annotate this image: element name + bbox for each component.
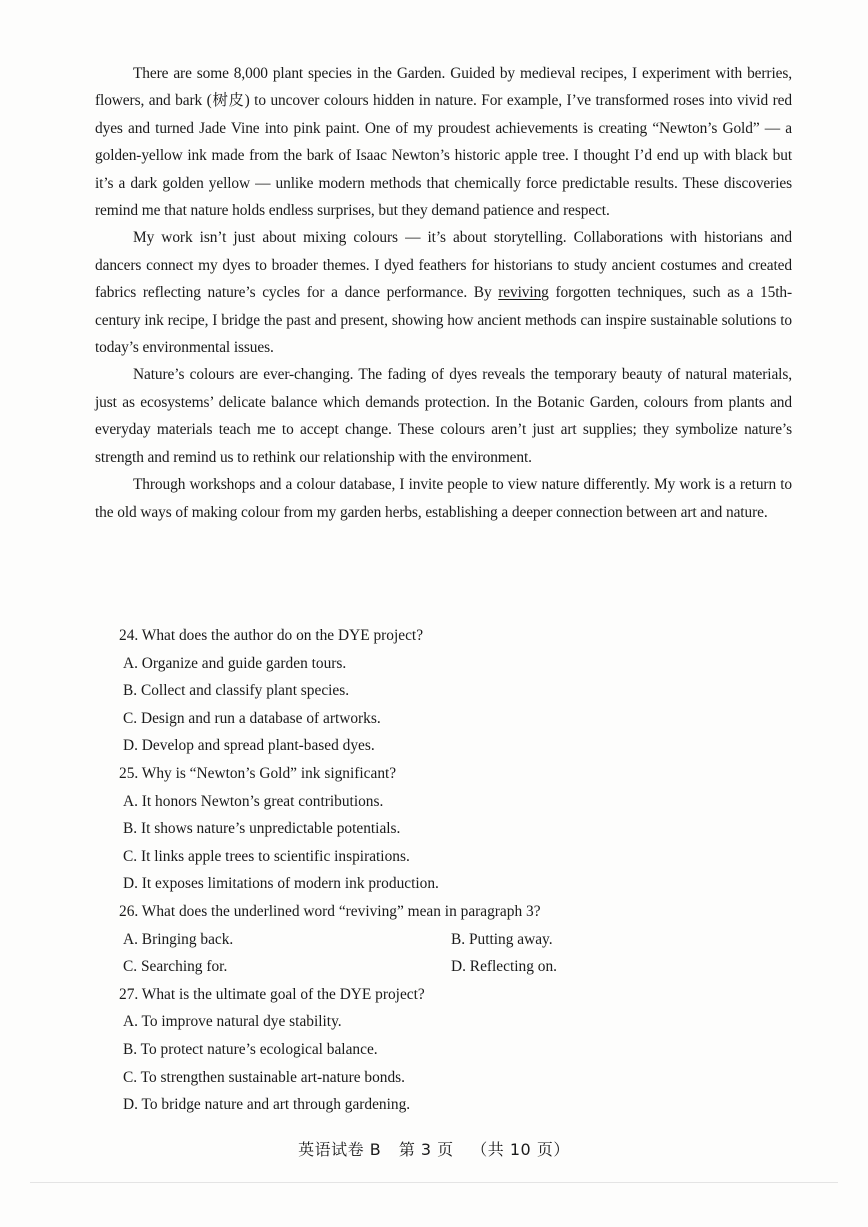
option-c: C. To strengthen sustainable art-nature bonds.: [123, 1068, 406, 1086]
option-b: B. To protect nature’s ecological balance.: [123, 1040, 378, 1058]
option-list: [119, 926, 799, 981]
option-a: A. It honors Newton’s great contributions.: [123, 792, 384, 810]
question-26: [119, 898, 799, 981]
question-25: [119, 760, 799, 898]
paper-title: 英语试卷 B: [298, 1140, 382, 1159]
option-c: C. It links apple trees to scientific inspirations.: [123, 847, 410, 865]
option-b: B. It shows nature’s unpredictable potentials.: [123, 820, 401, 838]
option-d: D. Reflecting on.: [451, 958, 557, 976]
option-c: C. Design and run a database of artworks.: [123, 709, 381, 727]
option-b: B. Collect and classify plant species.: [123, 682, 350, 700]
question-24: [119, 622, 799, 760]
option-d: D. It exposes limitations of modern ink production.: [123, 875, 439, 893]
paragraph-2-text-before: My work isn’t just about mixing colours — it’s about storytelling. Collaborations with historians and dancers connect my dyes to broader themes. I dyed feathers for historians to study ancient costumes and created fabrics reflecting nature’s cycles for a dance performance. By: [95, 229, 792, 302]
option-b: B. Putting away.: [451, 930, 553, 948]
bottom-divider: [30, 1182, 838, 1183]
passage-paragraph-2: [95, 224, 792, 361]
option-d: D. To bridge nature and art through gardening.: [123, 1096, 411, 1114]
page-number: 第 3 页: [398, 1140, 454, 1159]
reading-passage: [95, 60, 792, 526]
option-row: [123, 953, 799, 981]
option-d: D. Develop and spread plant-based dyes.: [123, 737, 375, 755]
option-c: C. Searching for.: [123, 958, 228, 976]
total-pages: （共 10 页）: [471, 1140, 570, 1159]
passage-paragraph-4: Through workshops and a colour database, I invite people to view nature differently. My work is a return to the old ways of making colour from my garden herbs, establishing a deeper connection between art and nature.: [95, 476, 792, 521]
option-list: [119, 1008, 799, 1118]
question-27: [119, 981, 799, 1119]
question-stem: 27. What is the ultimate goal of the DYE project?: [119, 985, 425, 1003]
underlined-word-reviving: reviving: [498, 284, 549, 302]
option-row: [123, 926, 799, 954]
question-stem: 26. What does the underlined word “reviving” mean in paragraph 3?: [119, 902, 541, 920]
option-list: [119, 788, 799, 898]
question-stem: 24. What does the author do on the DYE project?: [119, 627, 424, 644]
page-footer: [0, 1137, 868, 1160]
option-list: [119, 650, 799, 760]
paragraph-2-text-after: forgotten techniques, such as a 15th-century ink recipe, I bridge the past and present, showing how ancient methods can inspire sustainable solutions to today’s environmental issues.: [95, 284, 792, 357]
question-list: [119, 622, 799, 1119]
passage-paragraph-1: There are some 8,000 plant species in the Garden. Guided by medieval recipes, I experiment with berries, flowers, and bark (树皮) to uncover colours hidden in nature. For example, I’ve transformed roses into vivid red dyes and turned Jade Vine into pink paint. One of my proudest achievements is creating “Newton’s Gold” — a golden-yellow ink made from the bark of Isaac Newton’s historic apple tree. I thought I’d end up with black but it’s a dark golden yellow — unlike modern methods that chemically force predictable results. These discoveries remind me that nature holds endless surprises, but they demand patience and respect.: [95, 65, 792, 220]
option-a: A. To improve natural dye stability.: [123, 1013, 342, 1031]
question-stem: 25. Why is “Newton’s Gold” ink significant?: [119, 764, 397, 782]
option-a: A. Organize and guide garden tours.: [123, 654, 347, 672]
passage-paragraph-3: Nature’s colours are ever-changing. The fading of dyes reveals the temporary beauty of natural materials, just as ecosystems’ delicate balance which demands protection. In the Botanic Garden, colours from plants and everyday materials teach me to accept change. These colours aren’t just art supplies; they symbolize nature’s strength and remind us to rethink our relationship with the environment.: [95, 366, 792, 466]
option-a: A. Bringing back.: [123, 930, 234, 948]
